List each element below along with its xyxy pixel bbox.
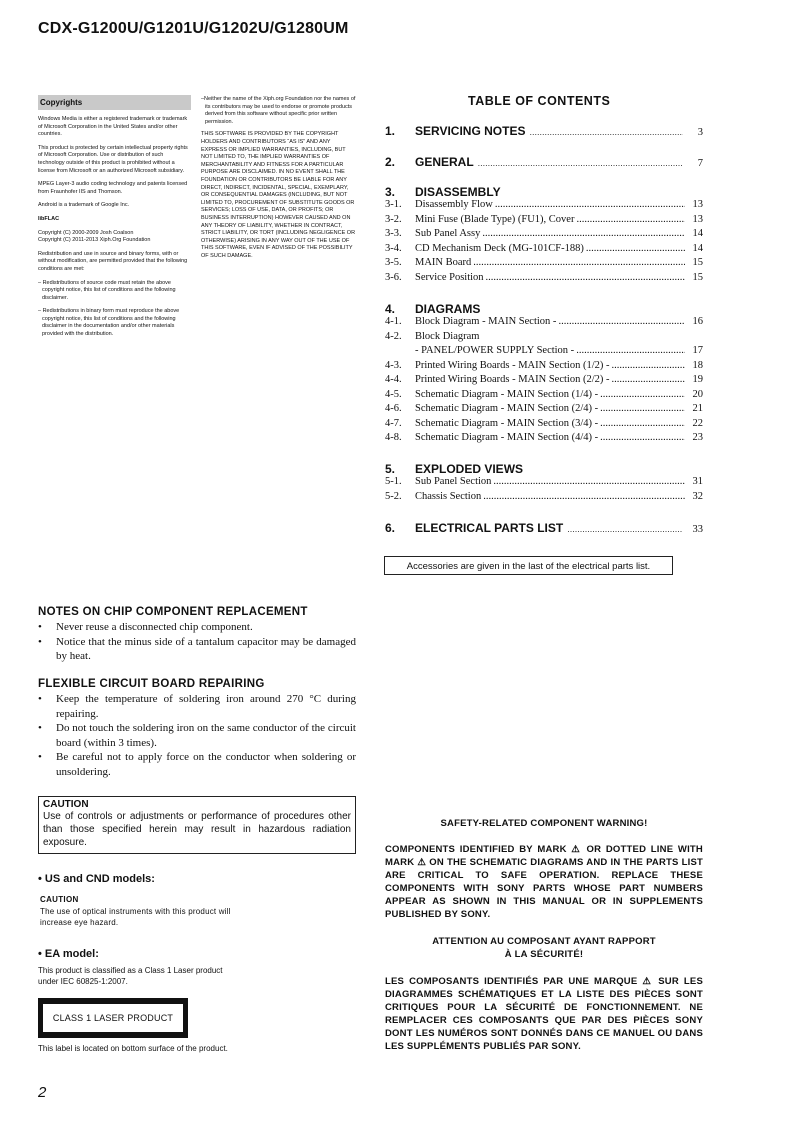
toc-item-label: Schematic Diagram - MAIN Section (3/4) -	[415, 417, 599, 429]
copyright-microsoft-ip: This product is protected by certain intellectual property rights of Microsoft Corporation. Use or distribution of such technology outside of this product is prohibited without a license from Microsoft or an authorized Microsoft subsidiary.	[38, 144, 188, 174]
safety-text-en: COMPONENTS IDENTIFIED BY MARK ⚠ OR DOTTED LINE WITH MARK ⚠ ON THE SCHEMATIC DIAGRAMS AND IN THE PARTS LIST ARE CRITICAL TO SAFE OPERATION. REPLACE THESE COMPONENTS WITH SONY PARTS WHOSE PART NUMBERS APPEAR AS SHOWN IN THIS MANUAL OR IN SUPPLEMENTS PUBLISHED BY SONY.	[385, 844, 703, 920]
toc-page: 16	[692, 316, 703, 327]
toc-item-4-3[interactable]	[385, 360, 703, 375]
toc-page: 3	[697, 127, 703, 138]
libflac-redistribution: Redistribution and use in source and binary forms, with or without modification, are permitted provided that the following conditions are met:	[38, 250, 188, 272]
bullet: •	[38, 751, 42, 763]
toc-item-number: 3-4.	[385, 242, 402, 254]
caution-heading: CAUTION	[43, 799, 89, 810]
libflac-copyright-1: Copyright (C) 2000-2009 Josh Coalson	[38, 229, 134, 236]
toc-page: 22	[692, 417, 703, 429]
safety-heading-fr-2: À LA SÉCURITÉ!	[504, 949, 584, 960]
toc-section-label: DISASSEMBLY	[415, 185, 501, 199]
page-number: 2	[38, 1084, 47, 1101]
toc-page: 32	[692, 490, 703, 502]
toc-page: 23	[692, 432, 703, 443]
toc-item-label: Disassembly Flow	[415, 199, 493, 210]
list-item	[38, 620, 356, 635]
toc-item-3-1[interactable]	[385, 199, 703, 214]
libflac-copyright-2: Copyright (C) 2011-2013 Xiph.Org Foundation	[38, 237, 151, 244]
toc-item-4-8[interactable]	[385, 432, 703, 447]
toc-item-label: Schematic Diagram - MAIN Section (1/4) -	[415, 388, 599, 400]
libflac-condition-2: – Redistributions in binary form must reproduce the above copyright notice, this list of conditions and the following disclaimer in the documentation and/or other materials provided with the distribution.	[38, 308, 180, 338]
toc-section-number: 2.	[385, 155, 396, 169]
list-item	[38, 750, 356, 779]
toc-leader	[486, 272, 685, 283]
list-item	[38, 635, 356, 664]
notes-chip-heading: NOTES ON CHIP COMPONENT REPLACEMENT	[38, 606, 308, 618]
toc-section-1[interactable]	[385, 124, 703, 138]
toc-page: 13	[692, 199, 703, 210]
toc-leader	[529, 127, 683, 137]
toc-section-2[interactable]	[385, 155, 703, 169]
toc-item-5-1[interactable]	[385, 476, 703, 491]
toc-page: 14	[692, 228, 703, 239]
toc-section-6[interactable]	[385, 521, 703, 535]
toc-page: 17	[692, 345, 703, 356]
toc-title: TABLE OF CONTENTS	[468, 94, 611, 108]
toc-page: 18	[692, 359, 703, 371]
notes-flex-heading: FLEXIBLE CIRCUIT BOARD REPAIRING	[38, 678, 265, 690]
list-item-text: Notice that the minus side of a tantalum capacitor may be damaged by heat.	[56, 635, 356, 662]
safety-text-fr: LES COMPOSANTS IDENTIFIÉS PAR UNE MARQUE ⚠ SUR LES DIAGRAMMES SCHÉMATIQUES ET LA LISTE DES PIÈCES SONT CRITIQUES POUR LA SÉCURITÉ DE FONCTIONNEMENT. NE REMPLACER CES COMPOSANTS QUE PAR DES PIÈCES SONY DONT LES NUMÉROS SONT DONNÉS DANS CE MANUEL OU DANS LES SUPPLÉMENTS PUBLIÉS PAR SONY.	[385, 976, 703, 1052]
toc-item-4-2-sub[interactable]	[385, 345, 703, 360]
toc-item-label: Printed Wiring Boards - MAIN Section (1/2) -	[415, 359, 610, 371]
bullet: •	[38, 693, 42, 705]
toc-page: 21	[692, 403, 703, 414]
toc-section-label: ELECTRICAL PARTS LIST	[415, 521, 564, 535]
toc-item-label: Mini Fuse (Blade Type) (FU1), Cover	[415, 213, 575, 225]
toc-item-label: Printed Wiring Boards - MAIN Section (2/2) -	[415, 374, 610, 385]
toc-item-number: 4-7.	[385, 417, 402, 429]
toc-item-label: MAIN Board	[415, 257, 472, 268]
toc-item-number: 4-5.	[385, 388, 402, 400]
toc-leader	[567, 524, 683, 534]
toc-item-number: 5-2.	[385, 490, 402, 502]
toc-item-number: 3-2.	[385, 213, 402, 225]
toc-leader	[611, 360, 685, 371]
toc-item-label: Block Diagram - MAIN Section -	[415, 316, 557, 327]
ea-label-location: This label is located on bottom surface of the product.	[38, 1044, 228, 1053]
accessories-note: Accessories are given in the last of the electrical parts list.	[384, 556, 673, 575]
toc-section-label: GENERAL	[415, 155, 474, 169]
notes-flex-list	[38, 692, 356, 779]
toc-item-4-6[interactable]	[385, 403, 703, 418]
safety-heading: SAFETY-RELATED COMPONENT WARNING!	[440, 818, 648, 829]
us-models-heading: • US and CND models:	[38, 873, 155, 885]
toc-section-number: 6.	[385, 521, 396, 535]
toc-section-number: 4.	[385, 302, 396, 316]
toc-leader	[478, 158, 683, 168]
toc-item-number: 4-6.	[385, 403, 402, 414]
ea-model-heading: • EA model:	[38, 948, 99, 960]
toc-item-4-7[interactable]	[385, 418, 703, 433]
bullet: •	[38, 635, 42, 648]
toc-item-number: 4-2.	[385, 330, 402, 342]
toc-item-label: Sub Panel Assy	[415, 228, 481, 239]
toc-leader	[483, 491, 685, 502]
toc-item-label: Schematic Diagram - MAIN Section (2/4) -	[415, 403, 599, 414]
ea-model-text: This product is classified as a Class 1 Laser product under IEC 60825-1:2007.	[38, 966, 223, 986]
libflac-condition-1: – Redistributions of source code must retain the above copyright notice, this list of conditions and the following disclaimer.	[38, 279, 176, 301]
caution-text: Use of controls or adjustments or performance of procedures other than those specified herein may result in hazardous radiation exposure.	[43, 811, 351, 848]
toc-section-number: 3.	[385, 185, 396, 199]
toc-item-number: 4-8.	[385, 432, 402, 443]
toc-item-4-2[interactable]	[385, 331, 703, 346]
toc-item-number: 3-5.	[385, 257, 402, 268]
list-item-text: Do not touch the soldering iron on the same conductor of the circuit board (within 3 times).	[56, 722, 356, 749]
list-item	[38, 721, 356, 750]
libflac-condition-3: –Neither the name of the Xiph.org Foundation nor the names of its contributors may be used to endorse or promote products derived from this software without specific prior written permission.	[201, 96, 356, 125]
toc-leader	[600, 418, 685, 429]
bullet: •	[38, 722, 42, 734]
toc-item-number: 3-6.	[385, 271, 402, 283]
toc-item-number: 3-3.	[385, 228, 402, 239]
copyright-android: Android is a trademark of Google Inc.	[38, 202, 130, 209]
libflac-disclaimer: THIS SOFTWARE IS PROVIDED BY THE COPYRIGHT HOLDERS AND CONTRIBUTORS “AS IS” AND ANY EXPRESS OR IMPLIED WARRANTIES, INCLUDING, BUT NOT LIMITED TO, THE IMPLIED WARRANTIES OF MERCHANTABILITY AND FITNESS FOR A PARTICULAR PURPOSE ARE DISCLAIMED. IN NO EVENT SHALL THE FOUNDATION OR CONTRIBUTORS BE LIABLE FOR ANY DIRECT, INDIRECT, INCIDENTAL, SPECIAL, EXEMPLARY, OR CONSEQUENTIAL DAMAGES (INCLUDING, BUT NOT LIMITED TO, PROCUREMENT OF SUBSTITUTE GOODS OR SERVICES; LOSS OF USE, DATA, OR PROFITS; OR BUSINESS INTERRUPTION) HOWEVER CAUSED AND ON ANY THEORY OF LIABILITY, WHETHER IN CONTRACT, STRICT LIABILITY, OR TORT (INCLUDING NEGLIGENCE OR OTHERWISE) ARISING IN ANY WAY OUT OF THE USE OF THIS SOFTWARE, EVEN IF ADVISED OF THE POSSIBILITY OF SUCH DAMAGE.	[201, 131, 356, 259]
toc-leader	[611, 374, 685, 385]
toc-section-4	[385, 302, 703, 447]
toc-item-3-4[interactable]	[385, 243, 703, 258]
laser-label-text: CLASS 1 LASER PRODUCT	[43, 1004, 183, 1032]
model-title: CDX-G1200U/G1201U/G1202U/G1280UM	[38, 20, 349, 37]
toc-leader	[586, 243, 685, 254]
toc-page: 14	[692, 242, 703, 254]
toc-leader	[600, 389, 685, 400]
toc-item-label: Sub Panel Section	[415, 476, 492, 487]
toc-item-5-2[interactable]	[385, 491, 703, 506]
toc-leader	[482, 228, 685, 239]
copyrights-column-1	[38, 116, 188, 345]
toc-item-label: - PANEL/POWER SUPPLY Section -	[415, 345, 575, 356]
toc-item-label: Block Diagram	[415, 330, 480, 342]
list-item-text: Keep the temperature of soldering iron around 270 °C during repairing.	[56, 693, 356, 720]
toc-section-3	[385, 185, 703, 286]
toc-leader	[600, 432, 685, 443]
copyright-mpeg: MPEG Layer-3 audio coding technology and patents licensed from Fraunhofer IIS and Thomson.	[38, 181, 188, 195]
toc-item-label: Schematic Diagram - MAIN Section (4/4) -	[415, 432, 599, 443]
toc-item-number: 4-1.	[385, 316, 402, 327]
list-item-text: Never reuse a disconnected chip component.	[56, 621, 253, 633]
toc-item-3-2[interactable]	[385, 214, 703, 229]
toc-leader	[600, 403, 685, 414]
toc-item-3-3[interactable]	[385, 228, 703, 243]
toc-section-label: DIAGRAMS	[415, 302, 481, 316]
toc-page: 15	[692, 257, 703, 268]
list-item-text: Be careful not to apply force on the conductor when soldering or unsoldering.	[56, 751, 356, 778]
caution-box	[38, 796, 356, 854]
toc-item-4-1[interactable]	[385, 316, 703, 331]
toc-item-label: Service Position	[415, 271, 484, 283]
toc-leader	[576, 214, 685, 225]
toc-page: 20	[692, 388, 703, 400]
toc-item-3-6[interactable]	[385, 272, 703, 287]
bullet: •	[38, 621, 42, 633]
toc-section-number: 1.	[385, 124, 396, 138]
safety-heading-fr-1: ATTENTION AU COMPOSANT AYANT RAPPORT	[432, 936, 656, 947]
toc-page: 19	[692, 374, 703, 385]
toc-page: 33	[692, 524, 703, 535]
toc-item-number: 5-1.	[385, 476, 402, 487]
toc-page: 13	[692, 213, 703, 225]
toc-item-4-4[interactable]	[385, 374, 703, 389]
toc-leader	[558, 316, 685, 327]
toc-page: 31	[692, 476, 703, 487]
libflac-title: libFLAC	[38, 215, 60, 222]
toc-page: 7	[697, 158, 703, 169]
toc-item-number: 4-3.	[385, 359, 402, 371]
toc-section-label: SERVICING NOTES	[415, 124, 526, 138]
us-models-caution: CAUTION	[40, 895, 79, 904]
copyrights-heading: Copyrights	[38, 95, 191, 110]
toc-leader	[495, 199, 685, 210]
list-item	[38, 692, 356, 721]
toc-item-number: 3-1.	[385, 199, 402, 210]
toc-leader	[576, 345, 685, 356]
toc-section-5	[385, 462, 703, 505]
toc-item-3-5[interactable]	[385, 257, 703, 272]
toc-leader	[473, 257, 685, 268]
toc-section-label: EXPLODED VIEWS	[415, 462, 524, 476]
copyrights-column-2	[201, 96, 356, 265]
toc-page: 15	[692, 271, 703, 283]
toc-item-number: 4-4.	[385, 374, 402, 385]
toc-leader	[493, 476, 685, 487]
notes-chip-list	[38, 620, 356, 664]
toc-item-4-5[interactable]	[385, 389, 703, 404]
toc-item-label: CD Mechanism Deck (MG-101CF-188)	[415, 242, 584, 254]
toc-item-label: Chassis Section	[415, 490, 482, 502]
copyright-windows-media: Windows Media is either a registered trademark or trademark of Microsoft Corporation in the United States and/or other countries.	[38, 116, 188, 138]
us-models-text: The use of optical instruments with this product will increase eye hazard.	[40, 907, 231, 927]
toc-section-number: 5.	[385, 462, 396, 476]
